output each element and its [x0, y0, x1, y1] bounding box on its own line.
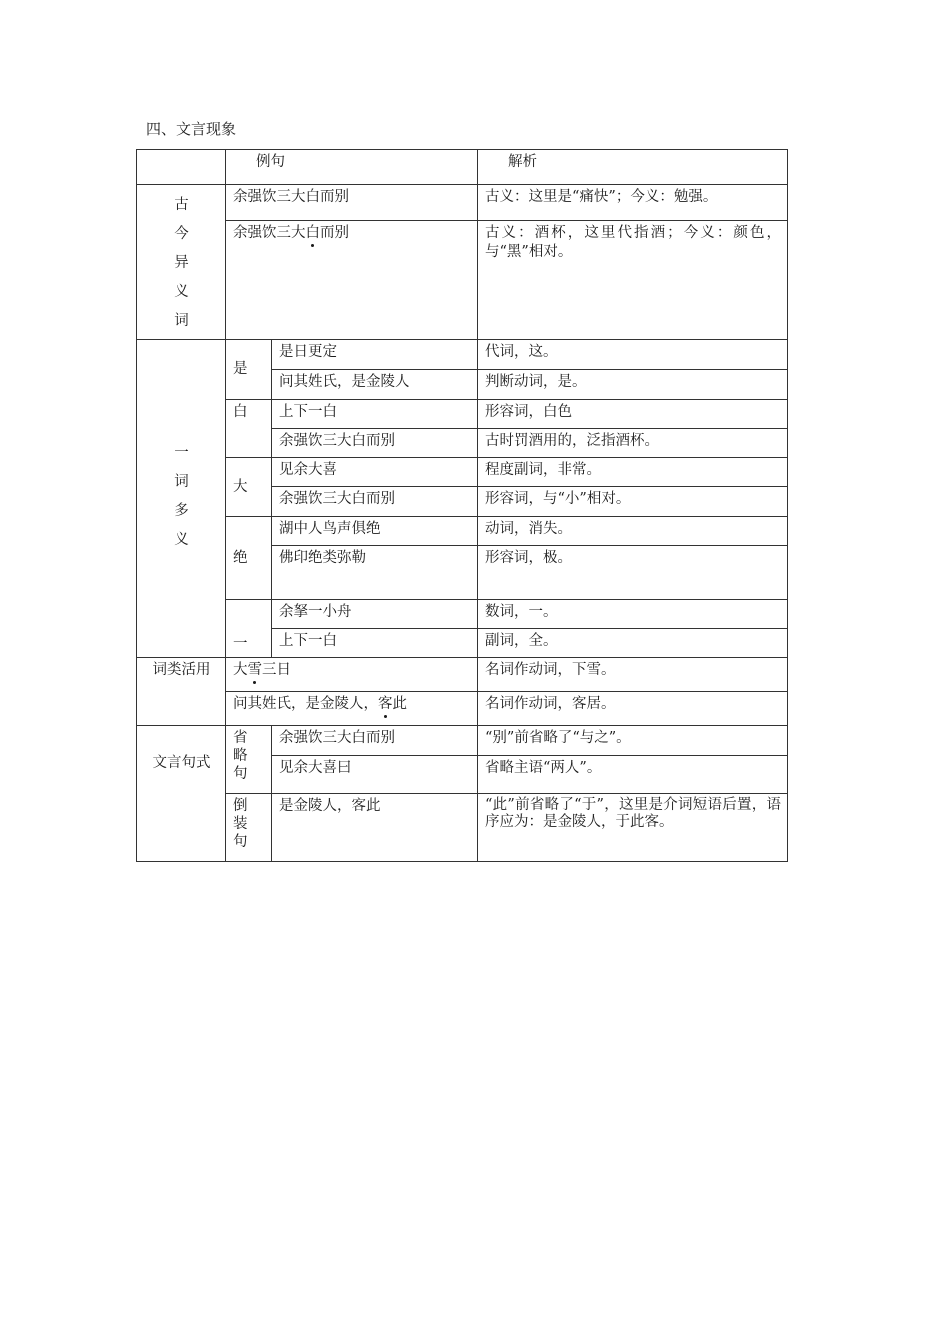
table-row — [137, 658, 788, 692]
word-cell: 白 — [226, 400, 272, 458]
header-row — [137, 150, 788, 185]
analysis-cell: 副词，全。 — [478, 629, 788, 658]
table-row — [137, 185, 788, 221]
analysis-cell: 名词作动词，下雪。 — [478, 658, 788, 692]
header-analysis: 解析 — [478, 150, 788, 185]
example-cell: 余强饮三大白而别 — [272, 726, 478, 756]
example-cell: 是日更定 — [272, 340, 478, 370]
analysis-cell: 形容词，与“小”相对。 — [478, 487, 788, 517]
emphasis-dot-char: 白 — [305, 225, 320, 242]
example-cell: 余强饮三大白而别 — [226, 185, 478, 221]
analysis-cell: 判断动词，是。 — [478, 370, 788, 400]
example-cell: 上下一白 — [272, 629, 478, 658]
example-cell: 佛印绝类弥勒 — [272, 546, 478, 600]
table-row — [137, 517, 788, 546]
analysis-cell: 代词，这。 — [478, 340, 788, 370]
analysis-cell: 形容词，极。 — [478, 546, 788, 600]
table-row — [137, 221, 788, 340]
example-cell: 问其姓氏，是金陵人 — [272, 370, 478, 400]
table-row — [137, 600, 788, 629]
example-cell: 余强饮三大白而别 — [272, 429, 478, 458]
header-example: 例句 — [226, 150, 478, 185]
table-row — [137, 400, 788, 429]
analysis-cell: 古义：酒杯，这里代指酒；今义：颜色，与“黑”相对。 — [478, 221, 788, 340]
header-empty-cell — [137, 150, 226, 185]
sentence-type-cell: 倒 装 句 — [226, 794, 272, 862]
table-row — [137, 726, 788, 756]
table-row — [137, 692, 788, 726]
analysis-cell: 形容词，白色 — [478, 400, 788, 429]
category-gujin: 古 今 异 义 词 — [137, 185, 226, 340]
word-cell: 一 — [226, 600, 272, 658]
word-cell: 绝 — [226, 517, 272, 600]
analysis-cell: 省略主语“两人”。 — [478, 756, 788, 794]
table-row — [137, 458, 788, 487]
example-cell: 余强饮三大白而别 — [226, 221, 478, 340]
sentence-type-cell: 省 略 句 — [226, 726, 272, 794]
category-jushi: 文言句式 — [137, 726, 226, 862]
emphasis-dot-char: 客 — [378, 696, 393, 712]
example-cell: 见余大喜曰 — [272, 756, 478, 794]
emphasis-dot-char: 雪 — [247, 662, 262, 678]
analysis-cell: 古义：这里是“痛快”；今义：勉强。 — [478, 185, 788, 221]
analysis-cell: 动词，消失。 — [478, 517, 788, 546]
analysis-cell: 古时罚酒用的，泛指酒杯。 — [478, 429, 788, 458]
table-row — [137, 794, 788, 862]
analysis-cell: 数词，一。 — [478, 600, 788, 629]
word-cell: 是 — [226, 340, 272, 400]
example-cell: 上下一白 — [272, 400, 478, 429]
category-cilei: 词类活用 — [137, 658, 226, 726]
section-heading: 四、文言现象 — [146, 120, 237, 138]
analysis-cell: 程度副词，非常。 — [478, 458, 788, 487]
example-cell: 问其姓氏，是金陵人，客此 — [226, 692, 478, 726]
example-cell: 大雪三日 — [226, 658, 478, 692]
example-cell: 余拏一小舟 — [272, 600, 478, 629]
example-cell: 湖中人鸟声俱绝 — [272, 517, 478, 546]
classical-phenomena-table — [136, 149, 788, 862]
analysis-cell: “此”前省略了“于”，这里是介词短语后置，语序应为：是金陵人，于此客。 — [478, 794, 788, 862]
analysis-cell: 名词作动词，客居。 — [478, 692, 788, 726]
analysis-cell: “别”前省略了“与之”。 — [478, 726, 788, 756]
example-cell: 见余大喜 — [272, 458, 478, 487]
category-yici: 一 词 多 义 — [137, 340, 226, 658]
table-row — [137, 340, 788, 370]
word-cell: 大 — [226, 458, 272, 517]
example-cell: 余强饮三大白而别 — [272, 487, 478, 517]
example-cell: 是金陵人，客此 — [272, 794, 478, 862]
